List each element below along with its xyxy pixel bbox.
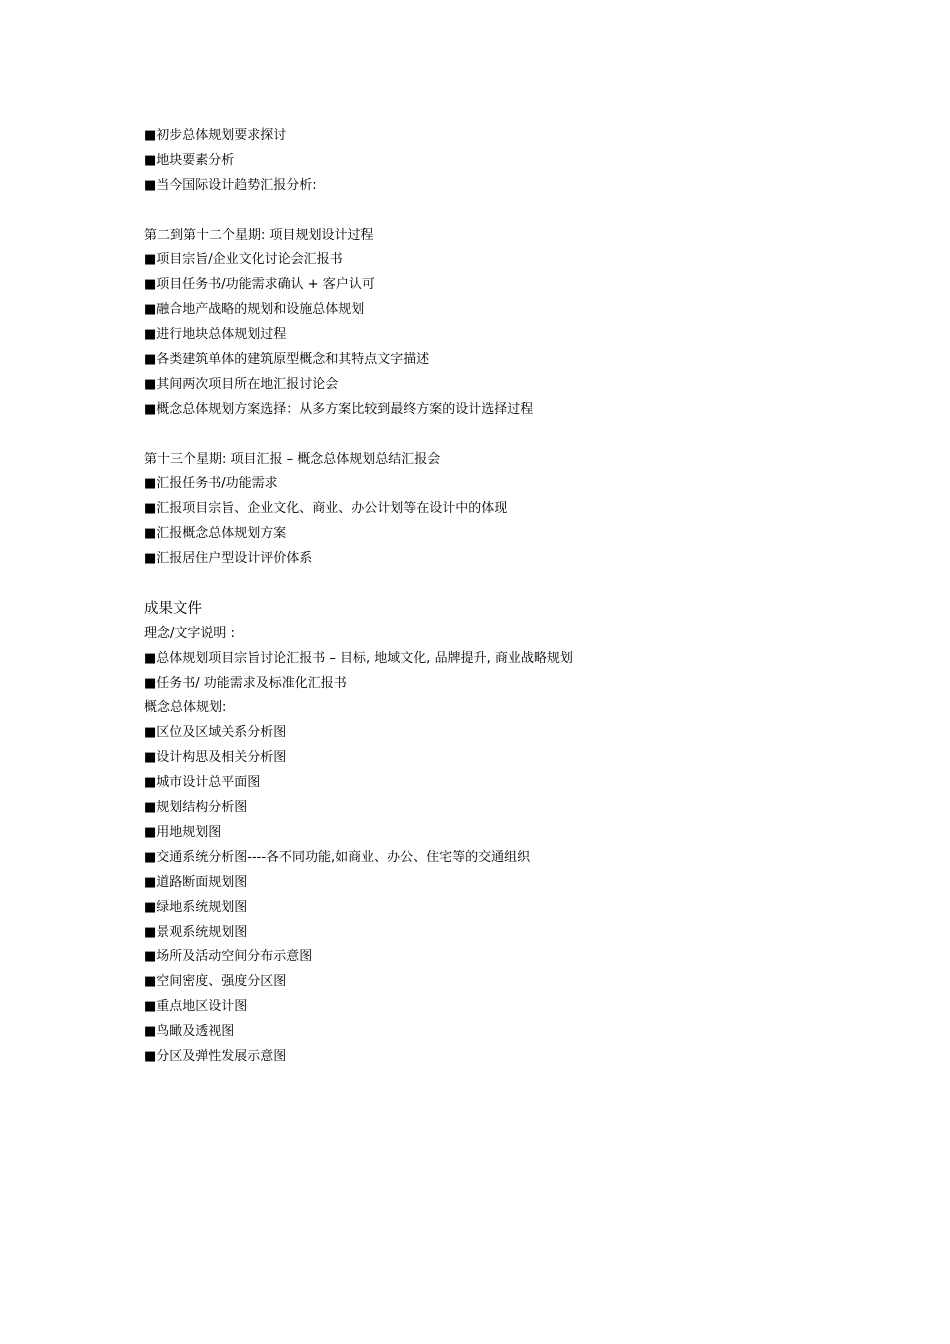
deliverables-section [144, 597, 864, 1070]
list-item: ■重点地区设计图 [144, 999, 248, 1015]
list-item: ■任务书/ 功能需求及标准化汇报书 [144, 675, 347, 691]
list-item: ■融合地产战略的规划和设施总体规划 [144, 302, 365, 318]
list-item: ■交通系统分析图----各不同功能,如商业、办公、住宅等的交通组织 [144, 849, 531, 865]
concept-text-subheading: 理念/文字说明 : [144, 625, 235, 641]
list-item: ■景观系统规划图 [144, 924, 248, 940]
list-item: ■汇报项目宗旨、企业文化、商业、办公计划等在设计中的体现 [144, 501, 508, 517]
section-spacer [144, 423, 864, 448]
list-item: ■地块要素分析 [144, 152, 235, 168]
list-item: ■用地规划图 [144, 824, 222, 840]
list-item: ■区位及区域关系分析图 [144, 725, 287, 741]
list-item: ■汇报居住户型设计评价体系 [144, 551, 313, 567]
list-item: ■项目任务书/功能需求确认 + 客户认可 [144, 277, 375, 293]
list-item: ■城市设计总平面图 [144, 775, 261, 791]
list-item: ■当今国际设计趋势汇报分析: [144, 177, 317, 193]
list-item: ■各类建筑单体的建筑原型概念和其特点文字描述 [144, 352, 430, 368]
list-item: ■场所及活动空间分布示意图 [144, 949, 313, 965]
list-item: ■其间两次项目所在地汇报讨论会 [144, 376, 339, 392]
list-item: ■进行地块总体规划过程 [144, 327, 287, 343]
masterplan-subheading: 概念总体规划: [144, 700, 227, 716]
list-item: ■鸟瞰及透视图 [144, 1024, 235, 1040]
list-item: ■初步总体规划要求探讨 [144, 128, 287, 143]
section-spacer [144, 199, 864, 224]
section-spacer [144, 572, 864, 597]
document-body [144, 124, 864, 1070]
planning-preparation-list [144, 124, 864, 199]
list-item: ■设计构思及相关分析图 [144, 750, 287, 766]
list-item: ■规划结构分析图 [144, 800, 248, 816]
section-heading: 第十三个星期: 项目汇报 – 概念总体规划总结汇报会 [144, 451, 441, 467]
weeks-2-12-section [144, 224, 864, 423]
list-item: ■总体规划项目宗旨讨论汇报书 – 目标, 地域文化, 品牌提升, 商业战略规划 [144, 650, 573, 666]
section-heading: 第二到第十二个星期: 项目规划设计过程 [144, 227, 374, 243]
list-item: ■汇报概念总体规划方案 [144, 526, 287, 542]
list-item: ■概念总体规划方案选择：从多方案比较到最终方案的设计选择过程 [144, 401, 534, 417]
list-item: ■项目宗旨/企业文化讨论会汇报书 [144, 252, 343, 268]
list-item: ■绿地系统规划图 [144, 899, 248, 915]
list-item: ■汇报任务书/功能需求 [144, 476, 278, 492]
week-13-section [144, 448, 864, 572]
list-item: ■道路断面规划图 [144, 874, 248, 890]
deliverables-heading: 成果文件 [144, 600, 202, 617]
list-item: ■空间密度、强度分区图 [144, 974, 287, 990]
list-item: ■分区及弹性发展示意图 [144, 1048, 287, 1064]
